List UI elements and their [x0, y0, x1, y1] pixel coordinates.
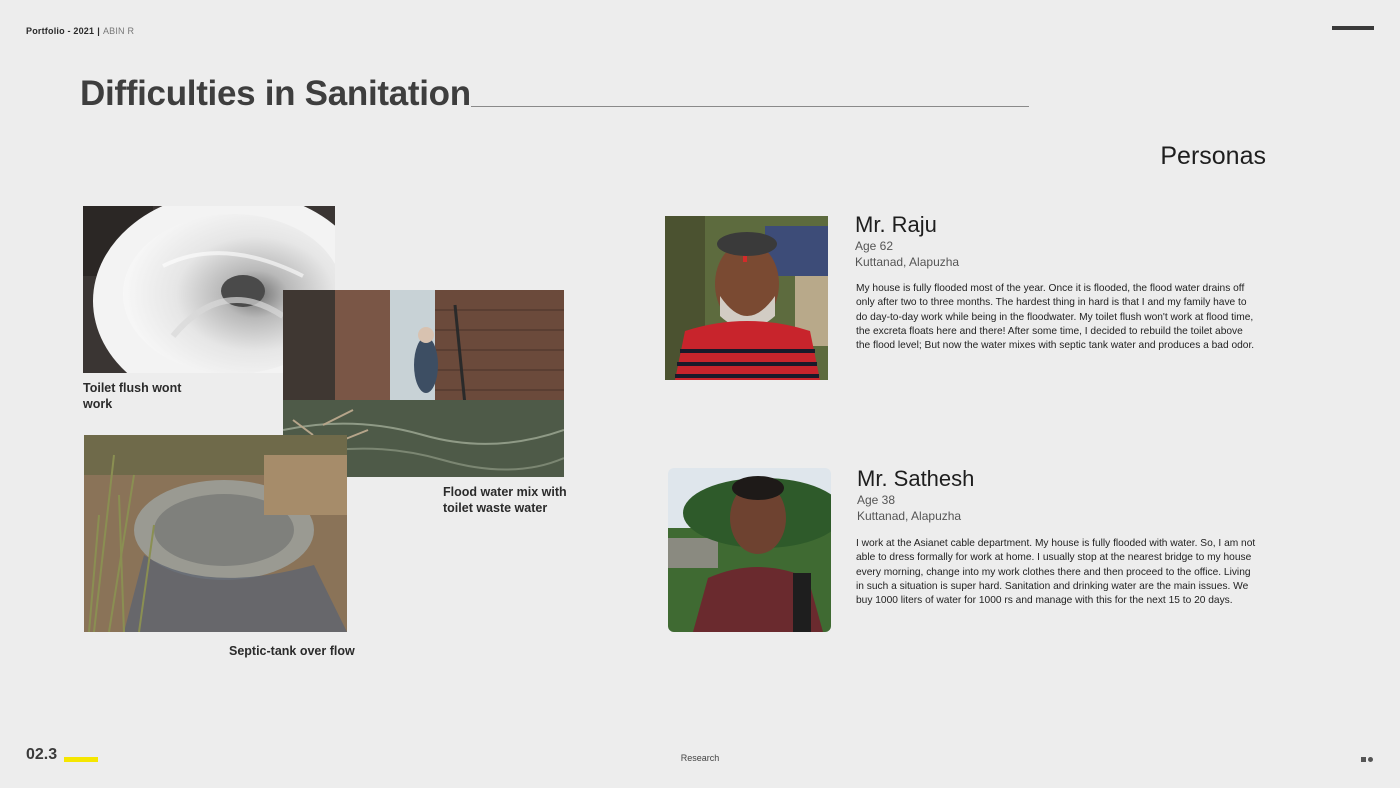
persona-sathesh-photo [668, 468, 831, 632]
nav-dot-icon[interactable] [1368, 757, 1373, 762]
persona-raju-photo [665, 216, 828, 380]
persona-location: Kuttanad, Alapuzha [857, 509, 962, 523]
footer-section-label: Research [680, 753, 720, 763]
page-number: 02.3 [26, 746, 58, 763]
persona-location: Kuttanad, Alapuzha [855, 255, 960, 269]
section-title: Personas [1160, 142, 1266, 170]
menu-bar-icon[interactable] [1332, 26, 1374, 30]
persona-name: Mr. Sathesh [857, 466, 975, 491]
portfolio-header [26, 26, 134, 36]
nav-dot-icon[interactable] [1361, 757, 1366, 762]
septic-tank-caption: Septic-tank over flow [229, 644, 355, 658]
portfolio-label: Portfolio - 2021 [26, 26, 95, 36]
persona-bio: I work at the Asianet cable department. My house is fully flooded with water. So, I am not able to dress formally for work at home. I usually stop at the nearest bridge to my house every morning, change into my work clothes there and then proceed to the office. Living in such a situation is super hard. Sanitation and drinking water are the main issues. We buy 1000 liters of water for 1000 rs and manage with this for the next 15 to 20 days. [856, 538, 1256, 607]
septic-tank-photo [84, 435, 347, 632]
page-title: Difficulties in Sanitation [80, 74, 471, 113]
header-separator: | [97, 26, 100, 36]
title-divider [471, 106, 1029, 107]
page-accent-bar [64, 757, 98, 762]
author-name: ABIN R [102, 26, 135, 36]
flood-water-caption: Flood water mix with toilet waste water [443, 485, 567, 515]
toilet-flush-caption: Toilet flush wont work [83, 381, 182, 411]
persona-age: Age 38 [857, 493, 896, 507]
persona-age: Age 62 [855, 239, 894, 253]
persona-name: Mr. Raju [855, 212, 937, 237]
persona-bio: My house is fully flooded most of the year. Once it is flooded, the flood water drains off only after two to three months. The hardest thing in hard is that I and my family have to do day-to-day work while being in the floodwater. My toilet flush won't work at flood time, the excreta floats here and there! After some time, I decided to rebuild the toilet above the flood level; But now the water mixes with septic tank water and produces a bad odor. [856, 283, 1255, 352]
